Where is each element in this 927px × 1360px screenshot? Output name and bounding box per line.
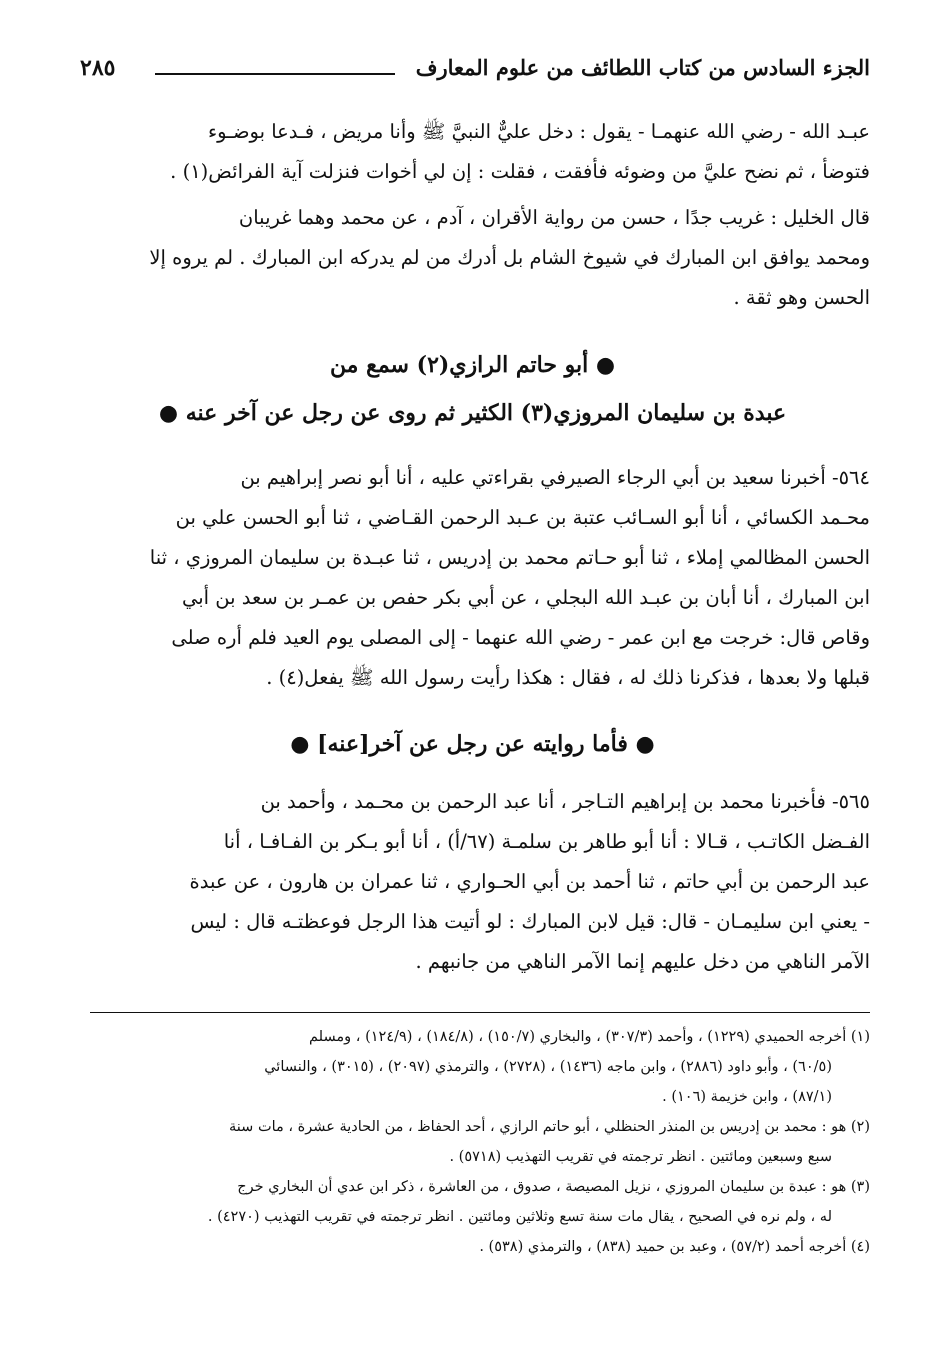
- footnote-line: (١) أخرجه الحميدي (١٢٢٩) ، وأحمد (٣٠٧/٣) ، والبخاري (١٥٠/٧) ، (١٨٤/٨) ، (١٢٤/٩) ، ومسلم: [309, 1029, 870, 1045]
- running-header: [80, 55, 870, 95]
- hadith-565: [75, 782, 870, 982]
- text-line: الآمر الناهي من دخل عليهم إنما الآمر الناهي من جانبهم .: [415, 950, 870, 973]
- text-line: الحسن وهو ثقة .: [733, 286, 870, 309]
- footnote-line: سبع وسبعين ومائتين . انظر ترجمته في تقريب التهذيب (٥٧١٨) .: [449, 1149, 832, 1165]
- footnotes: [80, 1022, 870, 1262]
- section-heading: ● فأما روايته عن رجل عن آخر[عنه] ●: [290, 731, 655, 757]
- hadith-564: [75, 458, 870, 698]
- text-line: قبلها ولا بعدها ، فذكرنا ذلك له ، فقال : هكذا رأيت رسول الله ﷺ يفعل(٤) .: [266, 666, 870, 689]
- text-line: عبد الرحمن بن أبي حاتم ، ثنا أحمد بن أبي الحـواري ، ثنا عمران بن هارون ، عن عبدة: [189, 870, 870, 893]
- text-line: ٥٦٥- فأخبرنا محمد بن إبراهيم التـاجر ، أنا عبد الرحمن بن محـمد ، وأحمد بن: [260, 790, 870, 813]
- footnote-line: (٣) هو : عبدة بن سليمان المروزي ، نزيل المصيصة ، صدوق ، من العاشرة ، ذكر ابن عدي أن البخاري خرج: [237, 1179, 870, 1195]
- text-line: الفـضل الكاتـب ، قـالا : أنا أبو طاهر بن سلمـة (٦٧/أ) ، أنا أبو بـكر بن الفـافـا ، أنا: [223, 830, 870, 853]
- footnote-line: (٢) هو : محمد بن إدريس بن المنذر الحنظلي ، أبو حاتم الرازي ، أحد الحفاظ ، من الحادية عشرة ، مات سنة: [229, 1119, 870, 1135]
- header-title: الجزء السادس من كتاب اللطائف من علوم المعارف: [415, 55, 870, 80]
- footnote-3: [80, 1172, 870, 1232]
- page-number: ٢٨٥: [80, 55, 116, 81]
- text-line: ٥٦٤- أخبرنا سعيد بن أبي الرجاء الصيرفي بقراءتي عليه ، أنا أبو نصر إبراهيم بن: [240, 466, 870, 489]
- text-line: محـمد الكسائي ، أنا أبو السـائب عتبة بن عـبد الرحمن القـاضي ، ثنا أبو الحسن علي بن: [175, 506, 870, 529]
- paragraph-2: [75, 198, 870, 318]
- text-line: وقاص قال: خرجت مع ابن عمر - رضي الله عنهما - إلى المصلى يوم العيد فلم أره صلى: [171, 626, 870, 649]
- footnote-4: [80, 1232, 870, 1262]
- paragraph-1: [75, 112, 870, 192]
- text-line: فتوضأ ، ثم نضح عليَّ من وضوئه فأفقت ، فقلت : إن لي أخوات فنزلت آية الفرائض(١) .: [170, 160, 870, 183]
- footnote-line: (٤) أخرجه أحمد (٥٧/٢) ، وعبد بن حميد (٨٣٨) ، والترمذي (٥٣٨) .: [479, 1239, 870, 1255]
- text-line: عبـد الله - رضي الله عنهمـا - يقول : دخل عليٌّ النبيَّ ﷺ وأنا مريض ، فـدعا بوضـوء: [208, 120, 870, 143]
- footnote-1: [80, 1022, 870, 1112]
- text-line: - يعني ابن سليمـان - قال: قيل لابن المبارك : لو أتيت هذا الرجل فوعظتـه قال : ليس: [190, 910, 870, 933]
- text-line: الحسن المظالمي إملاء ، ثنا أبو حـاتم محمد بن إدريس ، ثنا عبـدة بن سليمان المروزي ، ثنا: [149, 546, 870, 569]
- text-line: ابن المبارك ، أنا أبان بن عبـد الله البجلي ، عن أبي بكر حفص بن عمـر بن سعد بن أبي: [181, 586, 870, 609]
- text-line: قال الخليل : غريب جدًا ، حسن من رواية الأقران ، آدم ، عن محمد وهما غريبان: [238, 206, 870, 229]
- footnote-line: (٨٧/١) ، وابن خزيمة (١٠٦) .: [662, 1089, 832, 1105]
- text-line: ومحمد يوافق ابن المبارك في شيوخ الشام بل أدرك من لم يدركه ابن المبارك . لم يروه إلا: [149, 246, 870, 269]
- footnote-2: [80, 1112, 870, 1172]
- section-heading: ● أبو حاتم الرازي(٢) سمع من: [329, 352, 616, 378]
- footnote-line: له ، ولم نره في الصحيح ، يقال مات سنة تسع وثلاثين ومائتين . انظر ترجمته في تقريب التهذيب (٤٢٧٠) .: [207, 1209, 832, 1225]
- header-rule: [155, 73, 395, 75]
- footnote-rule: [90, 1012, 870, 1013]
- footnote-line: (٦٠/٥) ، وأبو داود (٢٨٨٦) ، وابن ماجه (١٤٣٦) ، (٢٧٢٨) ، والترمذي (٢٠٩٧) ، (٣٠١٥) ، والنسائي: [264, 1059, 832, 1075]
- section-heading: عبدة بن سليمان المروزي(٣) الكثير ثم روى عن رجل عن آخر عنه ●: [158, 400, 787, 426]
